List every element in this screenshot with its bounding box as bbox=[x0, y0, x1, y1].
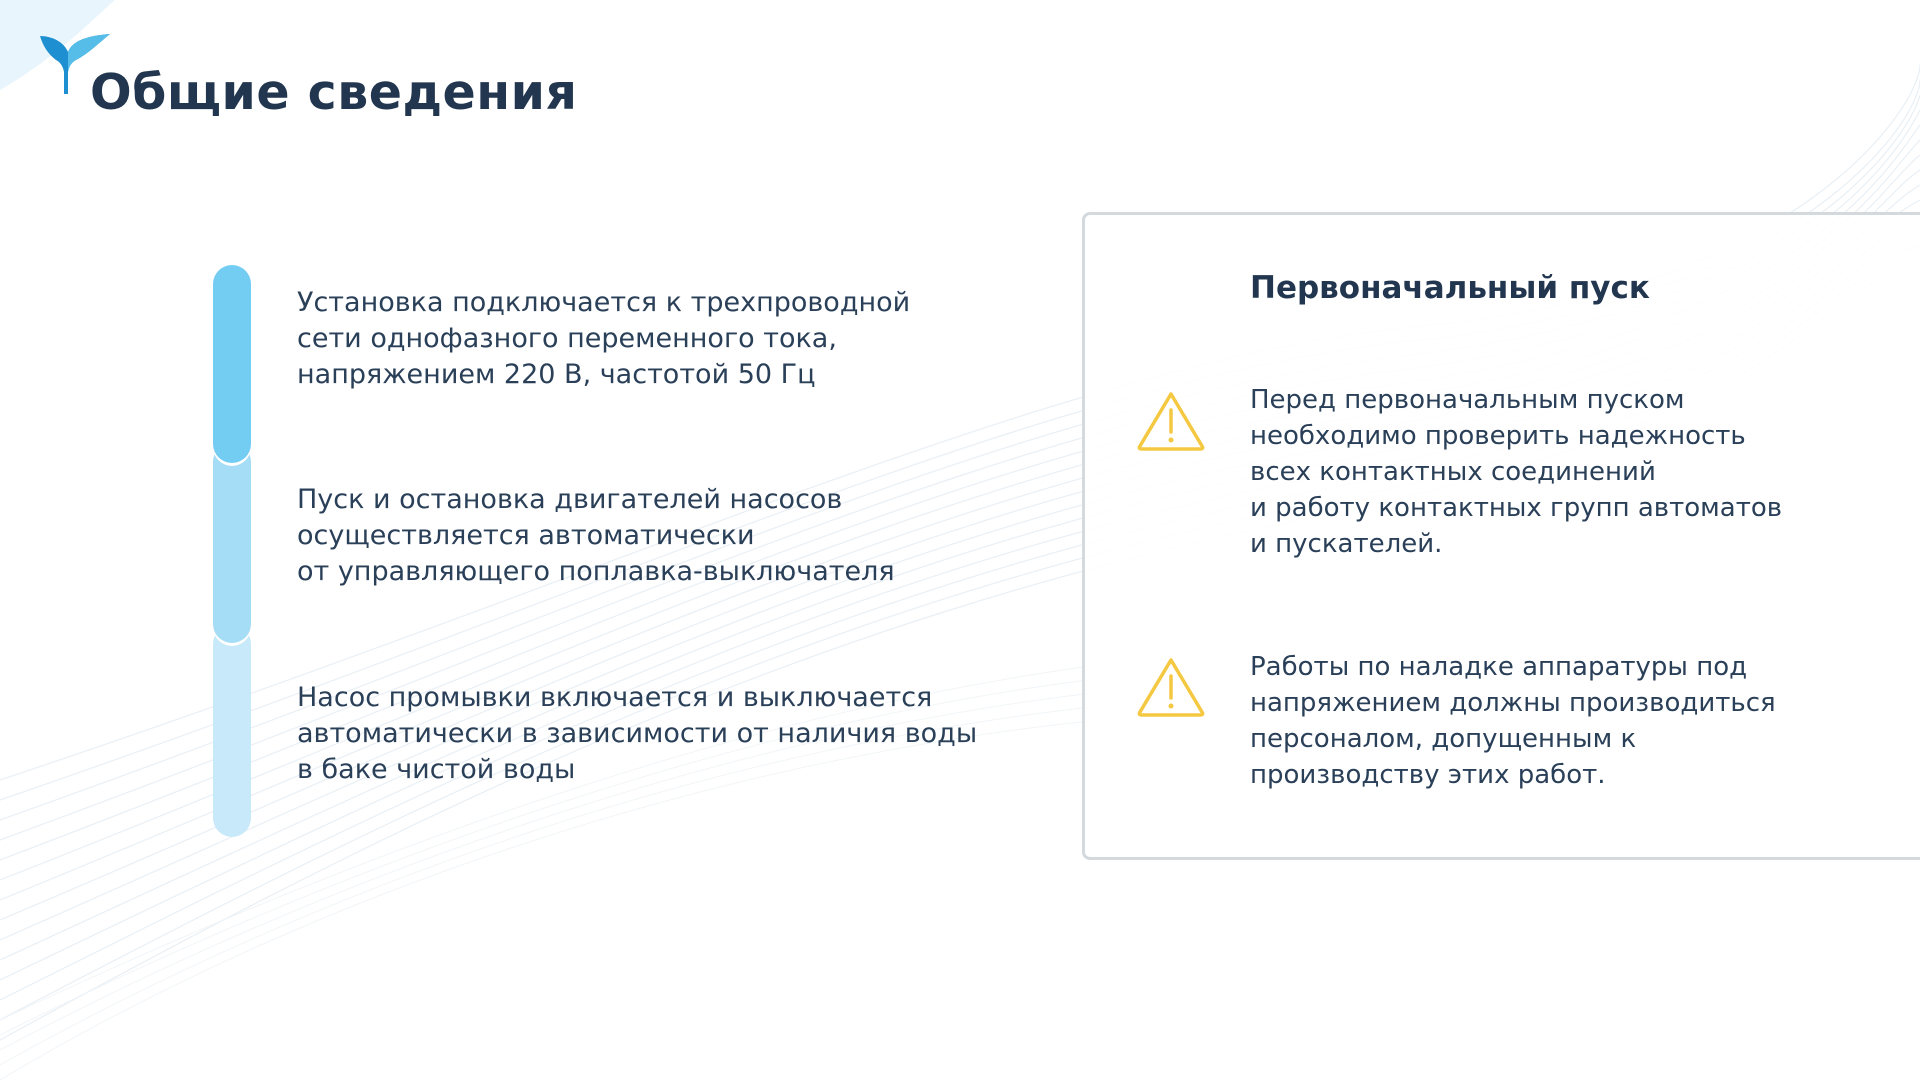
timeline-segment bbox=[213, 625, 251, 837]
page-title: Общие сведения bbox=[90, 64, 578, 121]
fact-text: Пуск и остановка двигателей насосов осуществляется автоматически от управляющего поплавка-выключателя bbox=[297, 484, 895, 587]
fact-text: Насос промывки включается и выключается автоматически в зависимости от наличия воды в баке чистой воды bbox=[297, 682, 978, 785]
timeline bbox=[213, 265, 251, 837]
warning-triangle-icon bbox=[1136, 656, 1206, 718]
fact-text: Установка подключается к трехпроводной сети однофазного переменного тока, напряжением 220 В, частотой 50 Гц bbox=[297, 287, 911, 390]
warning-text: Перед первоначальным пуском необходимо проверить надежность всех контактных соединений и работу контактных групп автоматов и пускателей. bbox=[1250, 385, 1783, 559]
warning-text: Работы по наладке аппаратуры под напряжением должны производиться персоналом, допущенным к производству этих работ. bbox=[1250, 652, 1776, 790]
timeline-segment bbox=[213, 443, 251, 643]
card-title: Первоначальный пуск bbox=[1250, 270, 1650, 306]
timeline-segment bbox=[213, 265, 251, 463]
warning-triangle-icon bbox=[1136, 390, 1206, 452]
